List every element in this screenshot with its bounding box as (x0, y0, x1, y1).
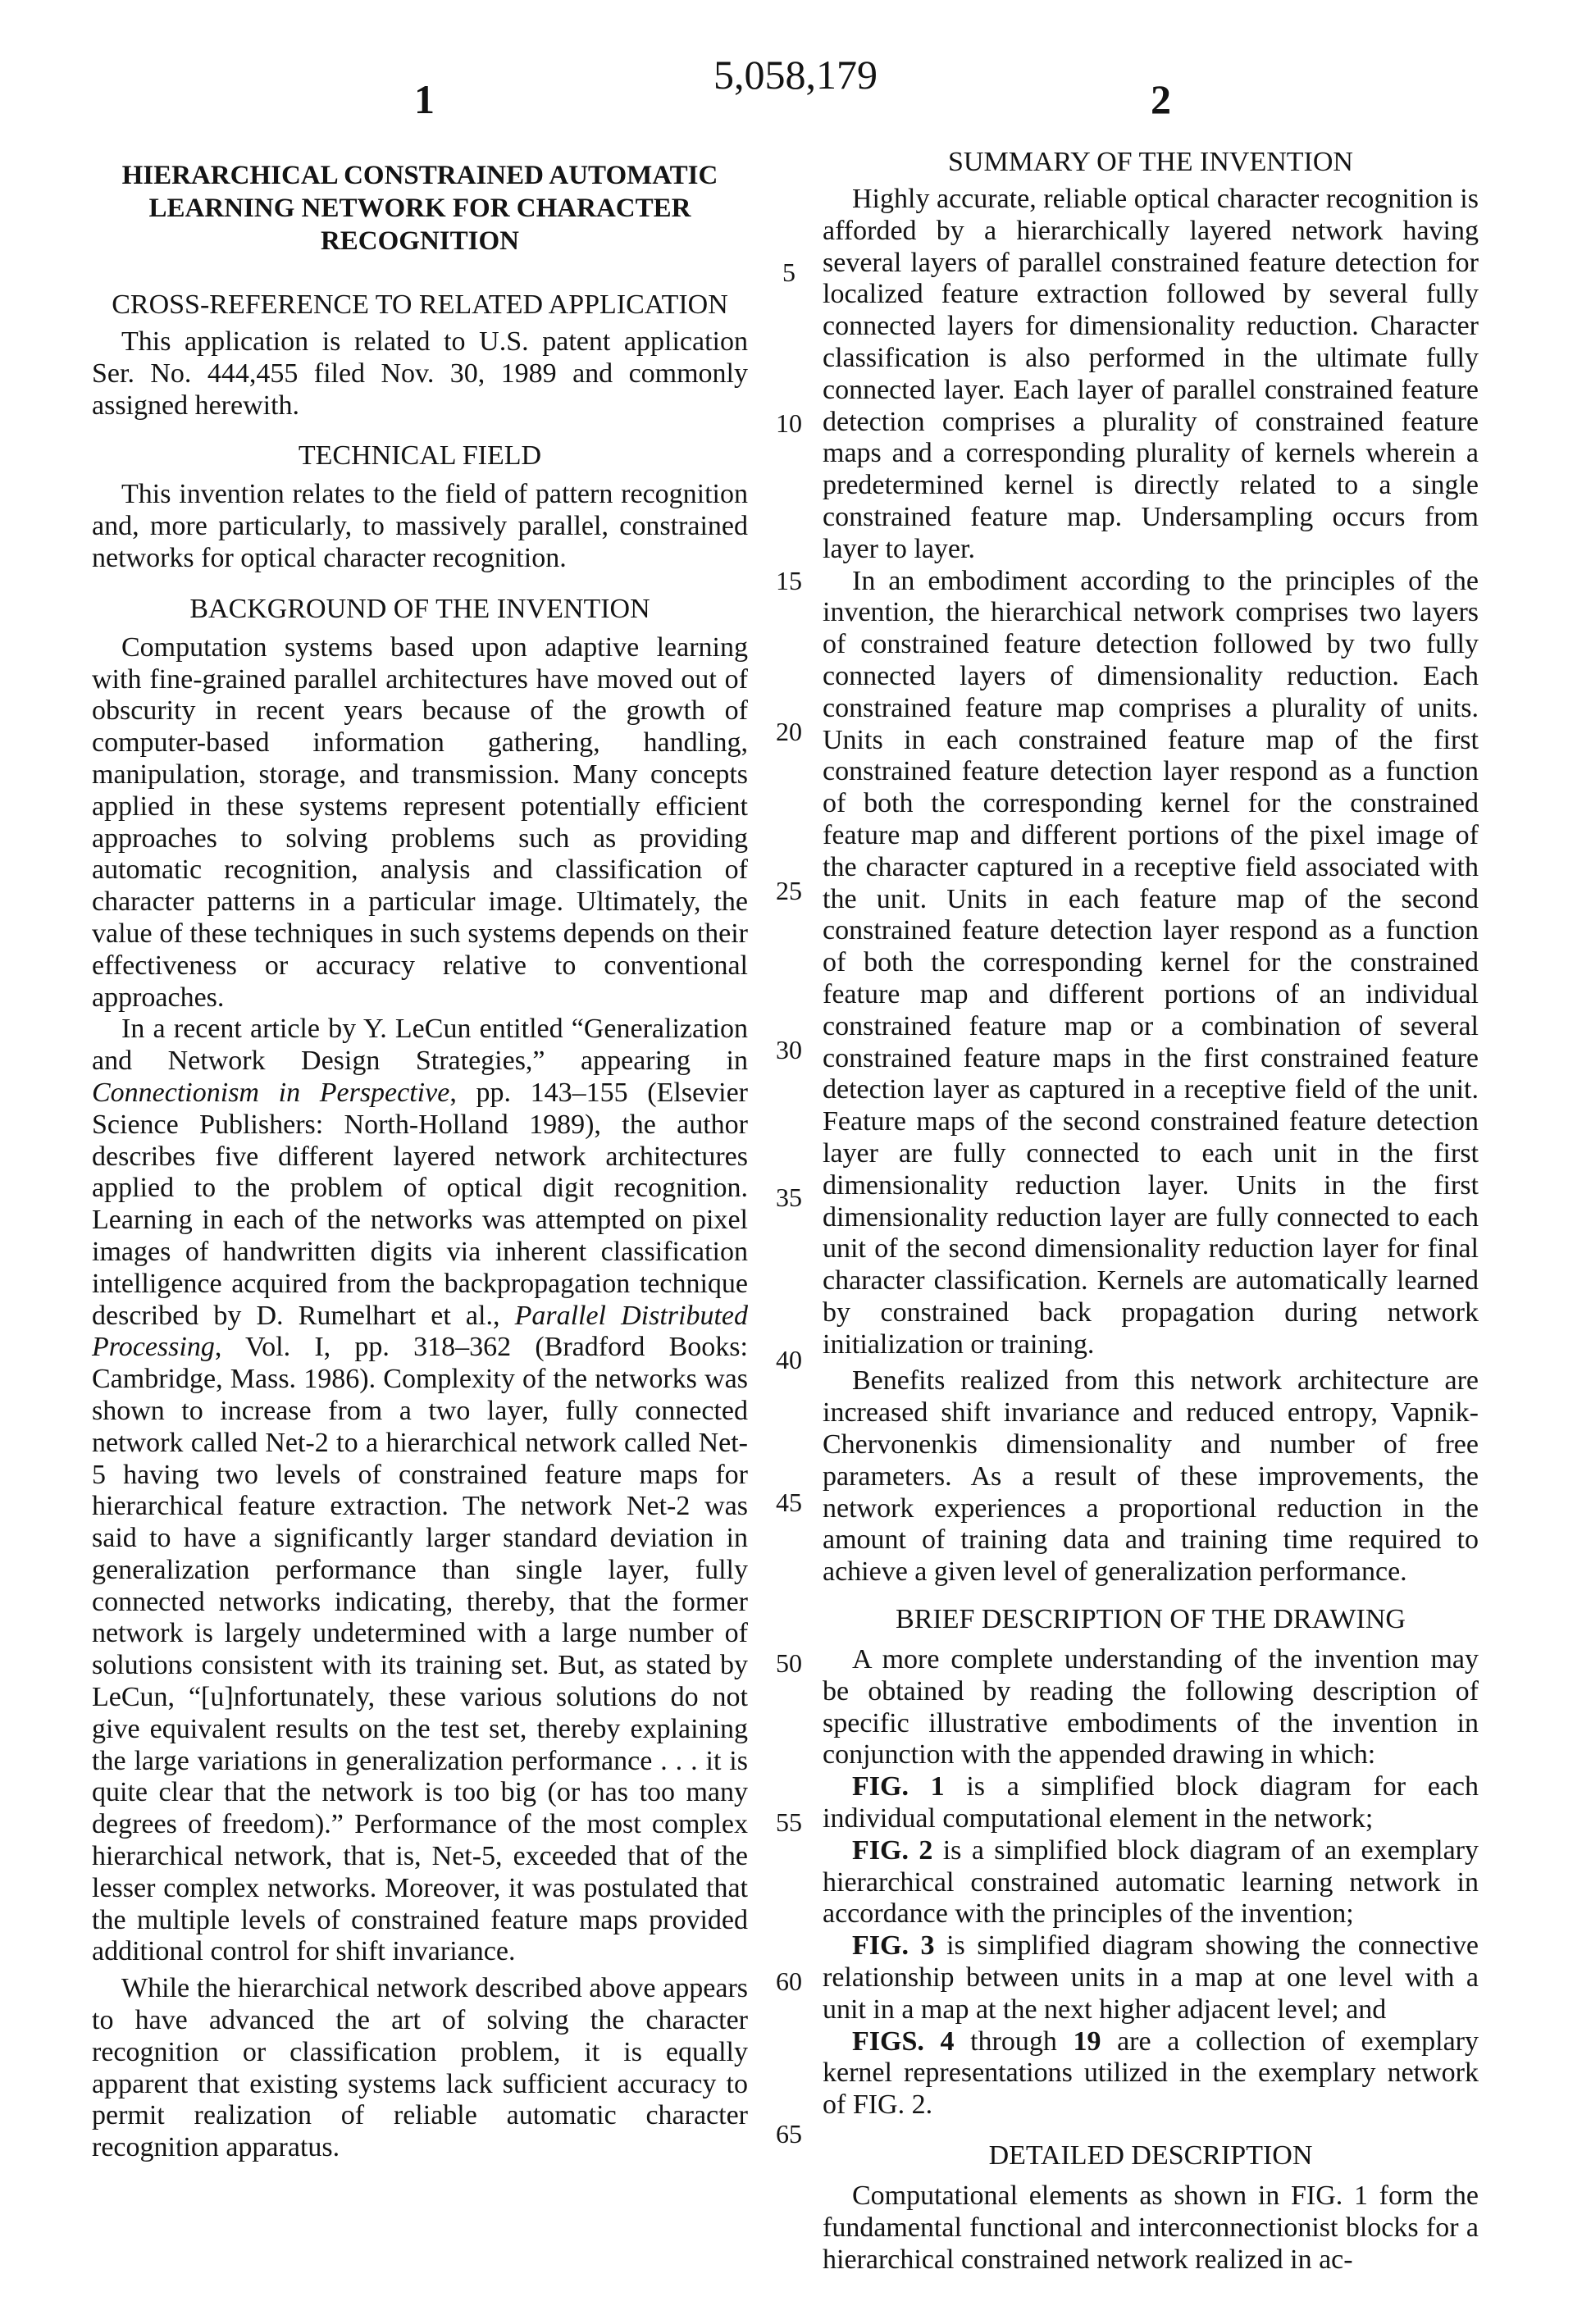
line-number-20: 20 (776, 717, 802, 746)
figs4-text: are a collection of exemplary kernel representations utilized in the exemplary network of FIG. 2. (823, 2026, 1479, 2121)
line-number-35: 35 (776, 1183, 802, 1212)
right-page-number: 2 (1151, 76, 1171, 122)
line-number-25: 25 (776, 876, 802, 905)
fig2-ref: FIG. 2 (852, 1834, 933, 1866)
line-number-5: 5 (782, 257, 796, 287)
fig3-text: is simplified diagram showing the connective relationship between units in a map at one level with a unit in a map at the next higher adjacent level; and (823, 1930, 1479, 2025)
technical-field-paragraph: This invention relates to the field of pattern recognition and, more particularly, to massively parallel, constrained networks for optical character recognition. (92, 479, 748, 573)
bg2-citation-1: Connectionism in Perspective (92, 1077, 450, 1108)
fig2-text: is a simplified block diagram of an exemplary hierarchical constrained automatic learning network in accordance with the principles of the invention; (823, 1834, 1479, 1930)
summary-paragraph-2: In an embodiment according to the principles of the invention, the hierarchical network comprises two layers of constrained feature detection followed by two fully connected layers of dimensionality reduction. Each constrained feature map comprises a plurality of units. Units in each constrained feature map of the first constrained feature detection layer respond as a function of both the corresponding kernel for the constrained feature map and different portions of the pixel image of the character captured in a receptive field associated with the unit. Units in each feature map of the second constrained feature detection layer respond as a function of both the corresponding kernel for the constrained feature map and different portions of an individual constrained feature map or a combination of several constrained feature maps in the first constrained feature detection layer as captured in a receptive field of the unit. Feature maps of the second constrained feature detection layer are fully connected to each unit in the first dimensionality reduction layer. Units in the first dimensionality reduction layer are fully connected to each unit of the second dimensionality reduction layer for final character classification. Kernels are automatically learned by constrained back propagation during network initialization or training. (823, 565, 1479, 1360)
cross-ref-paragraph: This application is related to U.S. patent application Ser. No. 444,455 filed Nov. 30, 1989 and commonly assigned herewith. (92, 326, 748, 421)
drawing-item-fig2 (823, 1835, 1479, 1930)
fig1-text: is a simplified block diagram for each individual computational element in the network; (823, 1771, 1479, 1834)
detailed-paragraph-1: Computational elements as shown in FIG. 1 form the fundamental functional and interconnectionist blocks for a hierarchical constrained network realized in ac- (823, 2180, 1479, 2275)
drawing-item-figs4-19 (823, 2026, 1479, 2121)
line-number-60: 60 (776, 1966, 802, 1996)
line-number-50: 50 (776, 1648, 802, 1678)
summary-paragraph-3: Benefits realized from this network architecture are increased shift invariance and reduced entropy, Vapnik-Chervonenkis dimensionality and number of free parameters. As a result of these improvements, the network experiences a proportional reduction in the amount of training data and training time required to achieve a given level of generalization performance. (823, 1365, 1479, 1588)
background-heading: BACKGROUND OF THE INVENTION (189, 593, 650, 624)
patent-title: HIERARCHICAL CONSTRAINED AUTOMATIC LEARNING NETWORK FOR CHARACTER RECOGNITION (121, 161, 718, 256)
patent-number: 5,058,179 (713, 52, 878, 98)
line-number-40: 40 (776, 1345, 802, 1374)
right-column (823, 147, 1479, 2276)
line-number-65: 65 (776, 2119, 802, 2149)
line-number-55: 55 (776, 1807, 802, 1837)
figs4-ref: FIGS. 4 (852, 2026, 955, 2057)
line-number-30: 30 (776, 1035, 802, 1064)
figs19-ref: 19 (1073, 2026, 1101, 2057)
line-number-15: 15 (776, 566, 802, 595)
left-page-number: 1 (414, 76, 435, 122)
bg2-text-c: , Vol. I, pp. 318–362 (Bradford Books: Cambridge, Mass. 1986). Complexity of the networks was shown to increase from a two layer, fully connected network called Net-2 to a hierarchical network called Net-5 having two levels of constrained feature maps for hierarchical feature extraction. The network Net-2 was said to have a significantly larger standard deviation in generalization performance than single layer, fully connected networks indicating, thereby, that the former network is largely undetermined with a large number of solutions consistent with its training set. But, as stated by LeCun, “[u]nfortunately, these various solutions do not give equivalent results on the test set, thereby explaining the large variations in generalization performance . . . it is quite clear that the network is too big (or has too many degrees of freedom).” Performance of the most complex hierarchical network, that is, Net-5, exceeded that of the lesser complex networks. Moreover, it was postulated that the multiple levels of constrained feature maps provided additional control for shift invariance. (92, 1332, 748, 1967)
drawing-heading: BRIEF DESCRIPTION OF THE DRAWING (896, 1604, 1406, 1635)
summary-paragraph-1: Highly accurate, reliable optical character recognition is afforded by a hierarchically layered network having several layers of parallel constrained feature detection for localized feature extraction followed by several fully connected layers for dimensionality reduction. Character classification is also performed in the ultimate fully connected layer. Each layer of parallel constrained feature detection comprises a plurality of constrained feature maps and a corresponding plurality of kernels wherein a predetermined kernel is directly related to a single constrained feature map. Undersampling occurs from layer to layer. (823, 184, 1479, 564)
summary-heading: SUMMARY OF THE INVENTION (948, 147, 1353, 177)
fig3-ref: FIG. 3 (852, 1930, 935, 1962)
left-column (92, 154, 748, 2164)
drawing-item-fig1 (823, 1771, 1479, 1835)
cross-ref-heading: CROSS-REFERENCE TO RELATED APPLICATION (112, 289, 728, 320)
background-paragraph-3: While the hierarchical network described above appears to have advanced the art of solving the character recognition or classification problem, it is equally apparent that existing systems lack sufficient accuracy to permit realization of reliable automatic character recognition apparatus. (92, 1973, 748, 2163)
background-paragraph-2 (92, 1014, 748, 1968)
technical-field-heading: TECHNICAL FIELD (298, 440, 542, 472)
detailed-heading: DETAILED DESCRIPTION (988, 2140, 1313, 2171)
fig1-ref: FIG. 1 (852, 1771, 945, 1802)
line-number-45: 45 (776, 1488, 802, 1517)
line-number-10: 10 (776, 408, 802, 438)
drawing-intro: A more complete understanding of the invention may be obtained by reading the following description of specific illustrative embodiments of the invention in conjunction with the appended drawing in which: (823, 1644, 1479, 1770)
background-paragraph-1: Computation systems based upon adaptive learning with fine-grained parallel architectures have moved out of obscurity in recent years because of the growth of computer-based information gathering, handling, manipulation, storage, and transmission. Many concepts applied in these systems represent potentially efficient approaches to solving problems such as providing automatic recognition, analysis and classification of character patterns in a particular image. Ultimately, the value of these techniques in such systems depends on their effectiveness or accuracy relative to conventional approaches. (92, 631, 748, 1013)
figs4-mid: through (954, 2026, 1074, 2057)
drawing-item-fig3 (823, 1930, 1479, 2026)
bg2-text-a: In a recent article by Y. LeCun entitled “Generalization and Network Design Strategies,” appearing in (92, 1014, 748, 1077)
bg2-text-b: , pp. 143–155 (Elsevier Science Publishers: North-Holland 1989), the author describes five different layered network architectures applied to the problem of optical digit recognition. Learning in each of the networks was attempted on pixel images of handwritten digits via inherent classification intelligence acquired from the backpropagation technique described by D. Rumelhart et al., (92, 1077, 749, 1331)
bg2-citation-2: Parallel Distributed Processing (92, 1300, 749, 1363)
